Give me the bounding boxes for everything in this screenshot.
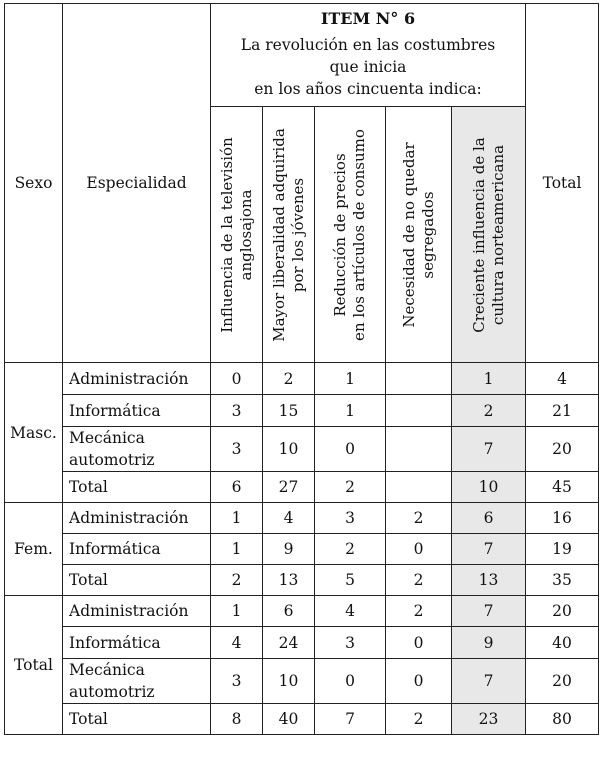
option-label-line: Necesidad de no quedar	[399, 141, 418, 328]
value-cell: 7	[452, 596, 526, 627]
value-cell: 9	[452, 627, 526, 659]
row-total-cell: 16	[526, 503, 599, 534]
option-label-line: Creciente influencia de la	[469, 136, 488, 333]
row-total-cell: 21	[526, 395, 599, 427]
especialidad-cell	[63, 565, 211, 596]
especialidad-line: Informática	[69, 540, 161, 558]
option-label-line: en los artículos de consumo	[350, 128, 368, 341]
especialidad-line: Administración	[69, 602, 189, 620]
option-header-segregados	[386, 107, 452, 363]
table-row	[5, 659, 599, 704]
value-cell: 3	[211, 427, 263, 472]
especialidad-cell	[63, 503, 211, 534]
row-total-cell: 20	[526, 596, 599, 627]
header-sexo: Sexo	[5, 4, 63, 363]
item-question-line: La revolución en las costumbres	[240, 36, 496, 54]
value-cell: 2	[386, 503, 452, 534]
table-row	[5, 472, 599, 503]
value-cell: 10	[263, 427, 315, 472]
especialidad-cell	[63, 363, 211, 395]
especialidad-line: automotriz	[69, 451, 155, 469]
row-total-cell: 80	[526, 704, 599, 735]
especialidad-line: automotriz	[69, 683, 155, 701]
value-cell: 8	[211, 704, 263, 735]
table-row	[5, 627, 599, 659]
value-cell: 2	[315, 534, 386, 565]
especialidad-line: Total	[69, 571, 108, 589]
especialidad-line: Informática	[69, 633, 161, 652]
value-cell: 0	[386, 627, 452, 659]
value-cell: 2	[386, 596, 452, 627]
option-header-tv	[211, 107, 263, 363]
value-cell: 27	[263, 472, 315, 503]
value-cell: 7	[452, 659, 526, 704]
especialidad-line: Mecánica	[69, 429, 145, 447]
option-label-line: cultura norteamericana	[488, 144, 507, 325]
value-cell: 1	[452, 363, 526, 395]
especialidad-cell	[63, 596, 211, 627]
value-cell: 13	[452, 565, 526, 596]
value-cell: 7	[452, 427, 526, 472]
item-question	[211, 28, 525, 106]
especialidad-cell	[63, 659, 211, 704]
sexo-cell: Total	[5, 596, 63, 735]
value-cell: 7	[315, 704, 386, 735]
especialidad-cell	[63, 395, 211, 427]
value-cell	[386, 427, 452, 472]
item-question-line: que inicia	[329, 58, 407, 76]
especialidad-line: Total	[69, 710, 108, 728]
value-cell: 2	[211, 565, 263, 596]
table-row	[5, 427, 599, 472]
value-cell: 1	[315, 363, 386, 395]
especialidad-line: Administración	[69, 369, 189, 388]
especialidad-line: Informática	[69, 401, 161, 420]
option-label-line: Reducción de precios	[331, 152, 349, 317]
header-especialidad: Especialidad	[63, 4, 211, 363]
value-cell: 24	[263, 627, 315, 659]
value-cell: 3	[315, 503, 386, 534]
value-cell	[386, 363, 452, 395]
value-cell: 2	[386, 565, 452, 596]
value-cell: 23	[452, 704, 526, 735]
header-total: Total	[526, 4, 599, 363]
item-title: ITEM N° 6	[320, 9, 416, 28]
option-header-liberalidad	[263, 107, 315, 363]
option-label-line: por los jóvenes	[288, 177, 307, 292]
value-cell: 13	[263, 565, 315, 596]
value-cell: 3	[211, 395, 263, 427]
value-cell: 40	[263, 704, 315, 735]
value-cell: 2	[315, 472, 386, 503]
especialidad-line: Mecánica	[69, 661, 145, 679]
value-cell: 7	[452, 534, 526, 565]
table-row	[5, 704, 599, 735]
option-label-line: anglosajona	[236, 189, 255, 280]
option-header-cultura	[452, 107, 526, 363]
value-cell: 9	[263, 534, 315, 565]
table-row	[5, 395, 599, 427]
value-cell: 3	[315, 627, 386, 659]
sexo-cell: Fem.	[5, 503, 63, 596]
value-cell: 10	[452, 472, 526, 503]
value-cell: 1	[211, 534, 263, 565]
row-total-cell: 4	[526, 363, 599, 395]
value-cell: 6	[211, 472, 263, 503]
value-cell: 1	[211, 596, 263, 627]
value-cell: 3	[211, 659, 263, 704]
value-cell: 6	[452, 503, 526, 534]
value-cell: 10	[263, 659, 315, 704]
table-row	[5, 534, 599, 565]
especialidad-cell	[63, 704, 211, 735]
value-cell: 2	[452, 395, 526, 427]
value-cell: 0	[211, 363, 263, 395]
value-cell: 2	[263, 363, 315, 395]
table-row	[5, 596, 599, 627]
option-header-precios	[315, 107, 386, 363]
row-total-cell: 20	[526, 659, 599, 704]
option-label-line: segregados	[418, 190, 437, 279]
value-cell: 6	[263, 596, 315, 627]
value-cell: 4	[315, 596, 386, 627]
especialidad-line: Total	[69, 478, 108, 496]
value-cell: 1	[315, 395, 386, 427]
especialidad-cell	[63, 472, 211, 503]
especialidad-cell	[63, 627, 211, 659]
value-cell: 4	[263, 503, 315, 534]
value-cell	[386, 395, 452, 427]
row-total-cell: 35	[526, 565, 599, 596]
value-cell: 2	[386, 704, 452, 735]
value-cell: 0	[386, 534, 452, 565]
especialidad-cell	[63, 534, 211, 565]
table-row	[5, 503, 599, 534]
especialidad-line: Administración	[69, 509, 189, 527]
value-cell: 0	[386, 659, 452, 704]
value-cell: 5	[315, 565, 386, 596]
option-label-line: Influencia de la televisión	[217, 136, 236, 333]
value-cell: 1	[211, 503, 263, 534]
item-question-line: en los años cincuenta indica:	[254, 80, 482, 98]
value-cell	[386, 472, 452, 503]
survey-table	[4, 3, 599, 735]
row-total-cell: 20	[526, 427, 599, 472]
value-cell: 15	[263, 395, 315, 427]
item-header	[211, 4, 526, 107]
especialidad-cell	[63, 427, 211, 472]
option-label-line: Mayor liberalidad adquirida	[269, 127, 288, 342]
value-cell: 0	[315, 659, 386, 704]
row-total-cell: 45	[526, 472, 599, 503]
sexo-cell: Masc.	[5, 363, 63, 503]
header-row-title	[5, 4, 599, 107]
table-row	[5, 565, 599, 596]
value-cell: 0	[315, 427, 386, 472]
row-total-cell: 40	[526, 627, 599, 659]
row-total-cell: 19	[526, 534, 599, 565]
table-row	[5, 363, 599, 395]
value-cell: 4	[211, 627, 263, 659]
